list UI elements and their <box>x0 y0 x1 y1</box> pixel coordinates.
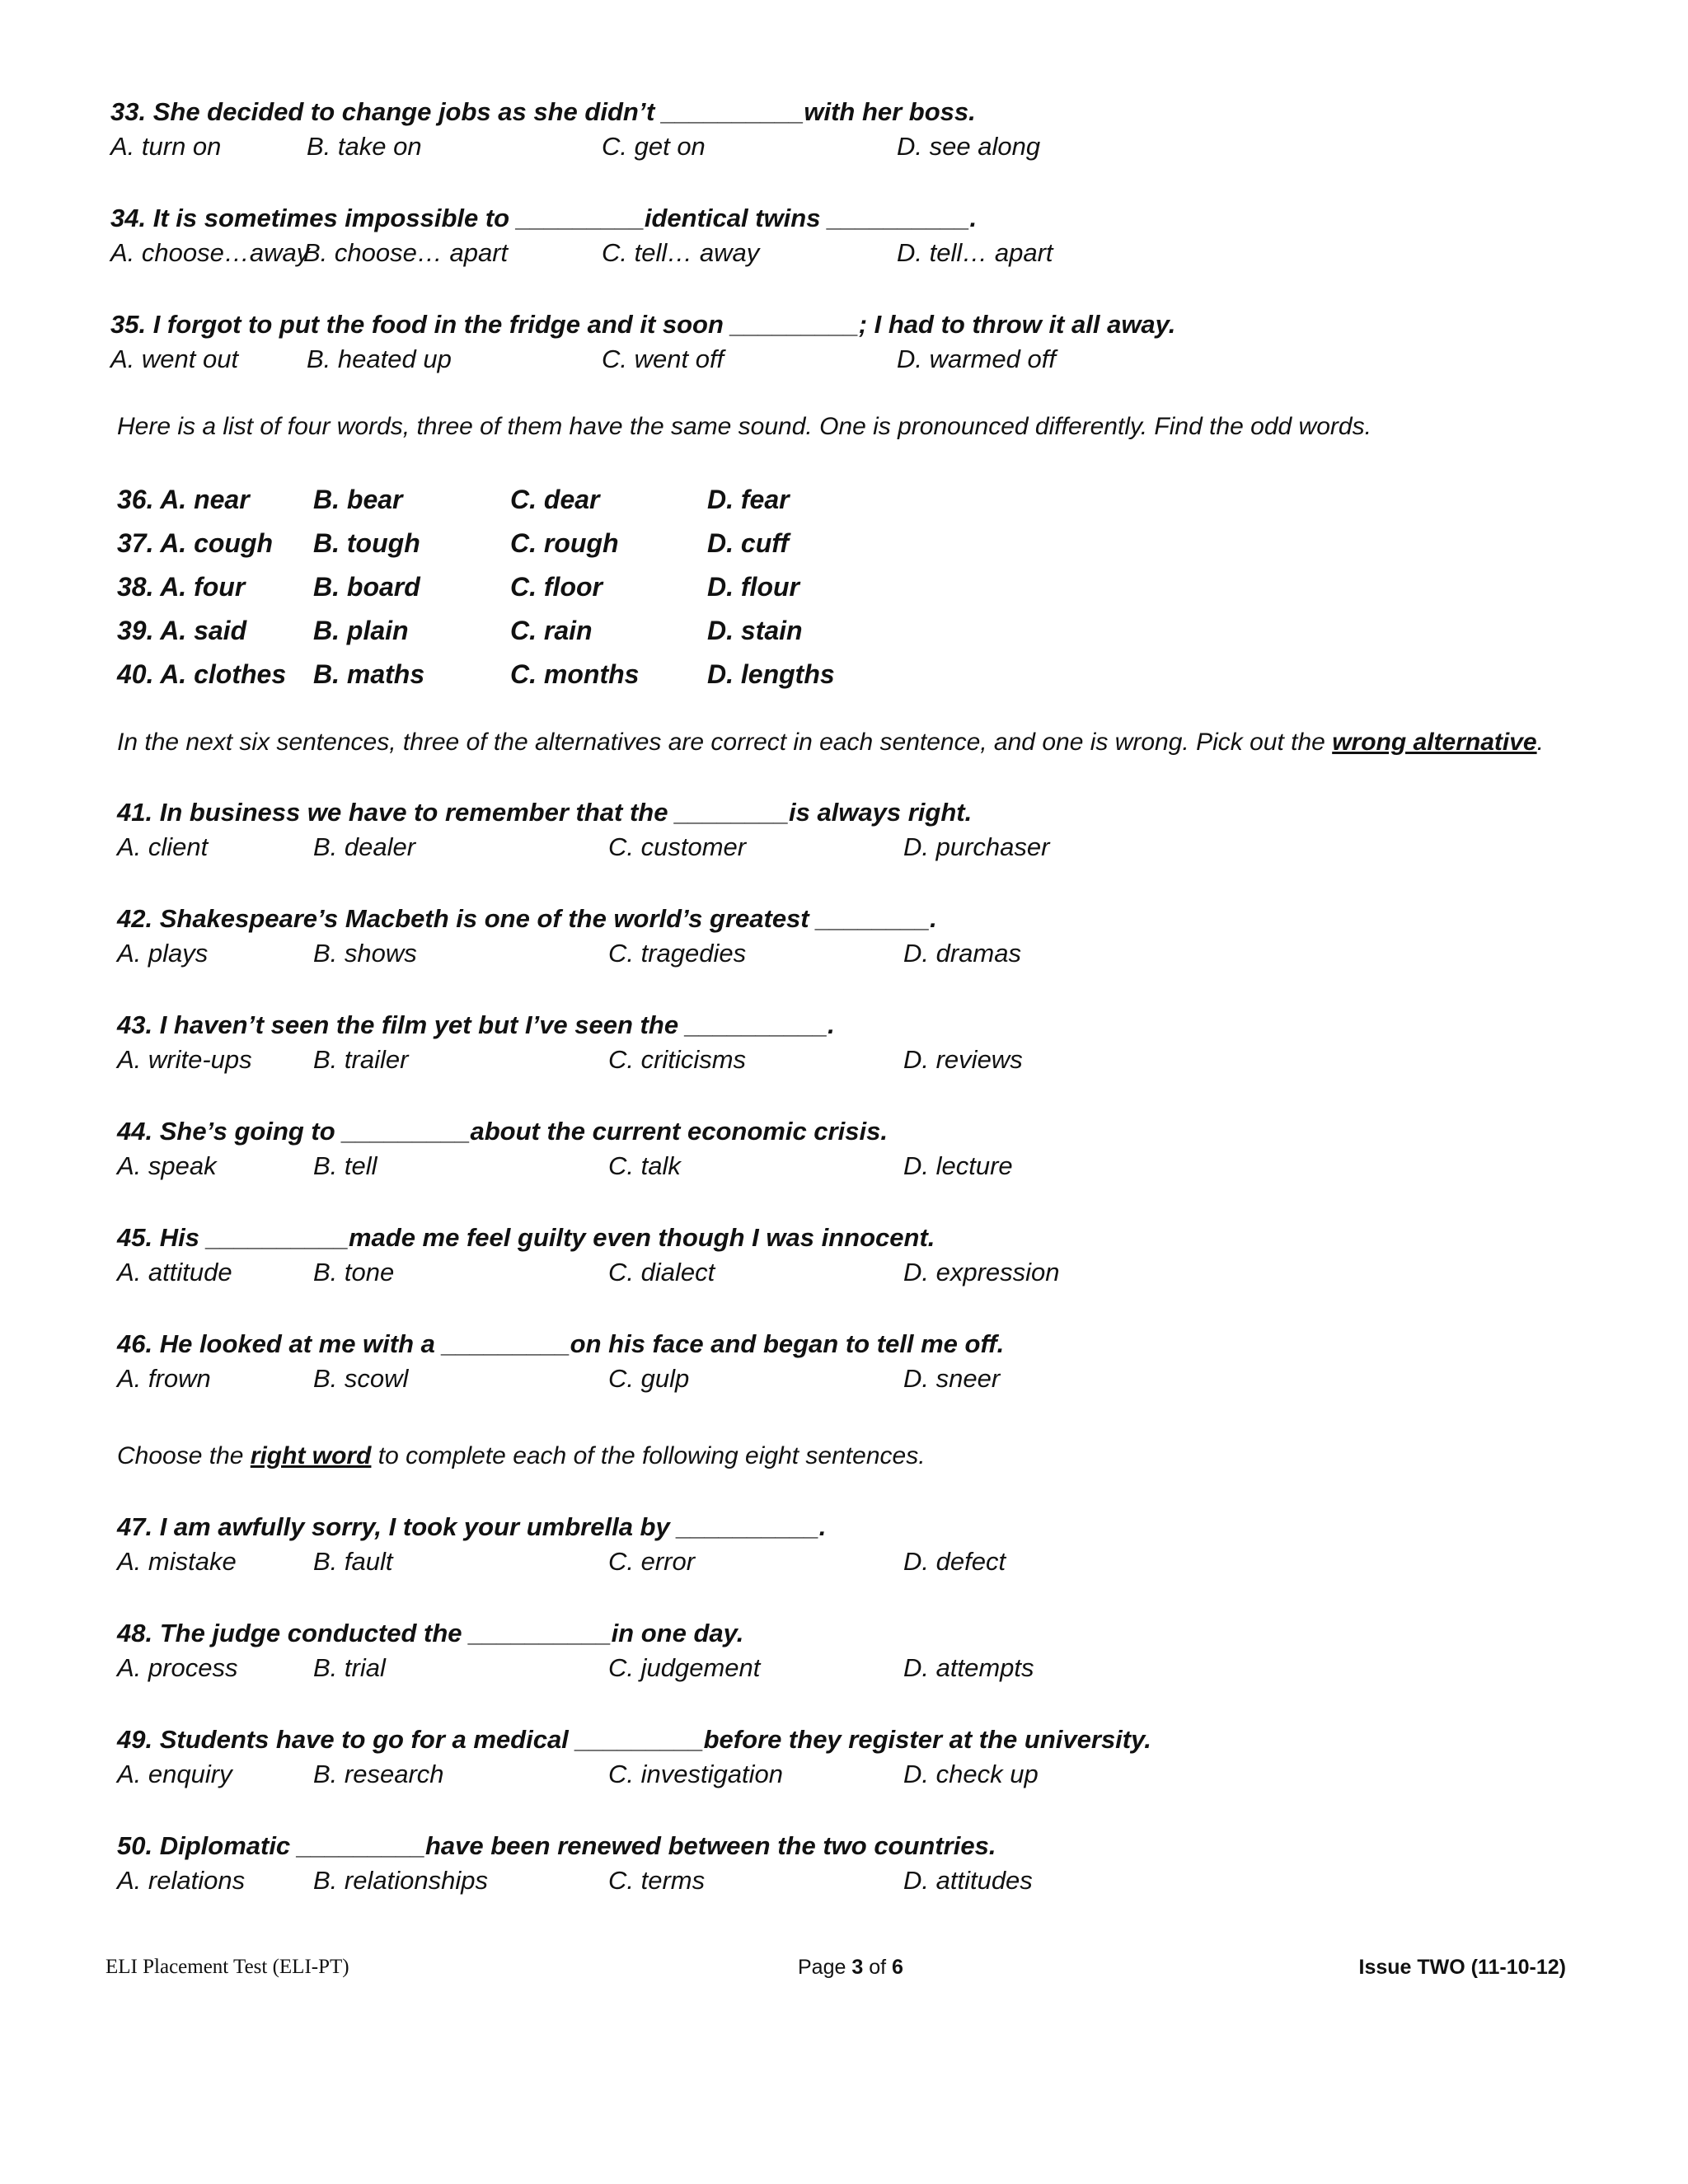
option-a[interactable]: A. choose…away <box>110 238 310 267</box>
question-stem: 46. He looked at me with a _________on his face and began to tell me off. <box>117 1329 1005 1358</box>
question-35 <box>110 308 1676 377</box>
word-c[interactable]: C. dear <box>510 485 600 514</box>
footer-test-name: ELI Placement Test (ELI-PT) <box>106 1956 349 1978</box>
option-d[interactable]: D. warmed off <box>897 344 1056 373</box>
question-43 <box>117 1009 1683 1078</box>
question-45 <box>117 1221 1683 1291</box>
word-d[interactable]: D. flour <box>707 572 799 602</box>
question-49 <box>117 1723 1683 1793</box>
question-stem: 45. His __________made me feel guilty even though I was innocent. <box>117 1223 935 1252</box>
answer-options <box>117 1863 1683 1899</box>
option-d[interactable]: D. see along <box>897 132 1041 161</box>
answer-options <box>110 341 1676 377</box>
question-44 <box>117 1115 1683 1184</box>
page-total: 6 <box>892 1956 903 1979</box>
answer-options <box>117 1756 1683 1793</box>
word-b[interactable]: B. maths <box>313 659 425 689</box>
option-c[interactable]: C. error <box>608 1547 696 1576</box>
instruction-emphasis: right word <box>250 1442 372 1469</box>
instruction-wrong-alternative <box>117 726 1544 759</box>
word-d[interactable]: D. cuff <box>707 528 789 558</box>
option-a[interactable]: A. client <box>117 832 209 861</box>
question-34 <box>110 202 1676 271</box>
word-d[interactable]: D. stain <box>707 616 803 645</box>
instruction-pronunciation: Here is a list of four words, three of them have the same sound. One is pronounced differently. Find the odd words. <box>117 413 1372 440</box>
option-a[interactable]: A. plays <box>117 939 209 968</box>
option-d[interactable]: D. dramas <box>903 939 1021 968</box>
question-stem: 49. Students have to go for a medical _________before they register at the university. <box>117 1725 1151 1754</box>
option-c[interactable]: C. gulp <box>608 1364 690 1393</box>
question-stem: 48. The judge conducted the __________in one day. <box>117 1619 744 1647</box>
option-c[interactable]: C. criticisms <box>608 1045 747 1074</box>
option-a[interactable]: A. attitude <box>117 1258 232 1286</box>
word-a[interactable]: 36. A. near <box>117 485 250 514</box>
answer-options <box>117 1148 1683 1184</box>
word-b[interactable]: B. board <box>313 572 420 602</box>
option-b[interactable]: B. tell <box>313 1151 377 1180</box>
answer-options <box>117 935 1683 972</box>
option-d[interactable]: D. expression <box>903 1258 1060 1286</box>
question-stem: 42. Shakespeare’s Macbeth is one of the world’s greatest ________. <box>117 904 937 933</box>
word-c[interactable]: C. rain <box>510 616 593 645</box>
option-c[interactable]: C. terms <box>608 1866 706 1895</box>
question-stem: 41. In business we have to remember that the ________is always right. <box>117 798 973 827</box>
word-d[interactable]: D. fear <box>707 485 790 514</box>
option-b[interactable]: B. trailer <box>313 1045 409 1074</box>
option-c[interactable]: C. customer <box>608 832 747 861</box>
word-a[interactable]: 37. A. cough <box>117 528 274 558</box>
option-d[interactable]: D. purchaser <box>903 832 1050 861</box>
option-c[interactable]: C. investigation <box>608 1760 783 1788</box>
question-47 <box>117 1511 1683 1580</box>
option-d[interactable]: D. attitudes <box>903 1866 1033 1895</box>
answer-options <box>117 1544 1683 1580</box>
instruction-text: In the next six sentences, three of the alternatives are correct in each sentence, and one is wrong. Pick out the <box>117 729 1333 756</box>
word-a[interactable]: 40. A. clothes <box>117 659 287 689</box>
question-stem: 50. Diplomatic _________have been renewed between the two countries. <box>117 1831 996 1860</box>
word-b[interactable]: B. tough <box>313 528 420 558</box>
answer-options <box>117 1042 1683 1078</box>
option-b[interactable]: B. dealer <box>313 832 416 861</box>
question-33 <box>110 96 1676 165</box>
option-a[interactable]: A. process <box>117 1653 238 1682</box>
word-b[interactable]: B. bear <box>313 485 403 514</box>
instruction-emphasis: wrong alternative <box>1332 729 1537 756</box>
option-a[interactable]: A. turn on <box>110 132 222 161</box>
word-c[interactable]: C. rough <box>510 528 619 558</box>
option-a[interactable]: A. write-ups <box>117 1045 252 1074</box>
answer-options <box>117 829 1683 865</box>
option-c[interactable]: C. tell… away <box>602 238 760 267</box>
question-46 <box>117 1328 1683 1397</box>
option-b[interactable]: B. scowl <box>313 1364 409 1393</box>
option-b[interactable]: B. relationships <box>313 1866 488 1895</box>
option-b[interactable]: B. heated up <box>307 344 452 373</box>
option-d[interactable]: D. lecture <box>903 1151 1013 1180</box>
word-c[interactable]: C. months <box>510 659 640 689</box>
instruction-end: to complete each of the following eight sentences. <box>371 1442 926 1469</box>
question-stem: 35. I forgot to put the food in the fridge and it soon _________; I had to throw it all away. <box>110 310 1176 339</box>
option-d[interactable]: D. attempts <box>903 1653 1034 1682</box>
page-middle: of <box>863 1956 892 1979</box>
word-b[interactable]: B. plain <box>313 616 409 645</box>
option-a[interactable]: A. went out <box>110 344 239 373</box>
answer-options <box>117 1650 1683 1686</box>
option-a[interactable]: A. relations <box>117 1866 246 1895</box>
answer-options <box>110 129 1676 165</box>
option-a[interactable]: A. speak <box>117 1151 217 1180</box>
option-d[interactable]: D. defect <box>903 1547 1006 1576</box>
option-c[interactable]: C. get on <box>602 132 706 161</box>
instruction-text: Choose the <box>117 1442 251 1469</box>
option-c[interactable]: C. went off <box>602 344 724 373</box>
word-d[interactable]: D. lengths <box>707 659 835 689</box>
option-b[interactable]: B. trial <box>313 1653 386 1682</box>
question-42 <box>117 902 1683 972</box>
question-stem: 44. She’s going to _________about the current economic crisis. <box>117 1117 888 1146</box>
option-c[interactable]: C. judgement <box>608 1653 761 1682</box>
option-a[interactable]: A. mistake <box>117 1547 237 1576</box>
instruction-end: . <box>1536 729 1544 756</box>
question-stem: 34. It is sometimes impossible to _________identical twins __________. <box>110 204 978 232</box>
option-b[interactable]: B. research <box>313 1760 444 1788</box>
footer-issue: Issue TWO (11-10-12) <box>1358 1956 1566 1979</box>
option-b[interactable]: B. take on <box>307 132 422 161</box>
option-c[interactable]: C. talk <box>608 1151 681 1180</box>
footer-page-number <box>798 1953 903 1981</box>
option-b[interactable]: B. choose… apart <box>303 238 509 267</box>
question-41 <box>117 796 1683 865</box>
word-c[interactable]: C. floor <box>510 572 603 602</box>
option-b[interactable]: B. fault <box>313 1547 393 1576</box>
option-b[interactable]: B. shows <box>313 939 417 968</box>
word-a[interactable]: 38. A. four <box>117 572 246 602</box>
option-d[interactable]: D. check up <box>903 1760 1039 1788</box>
instruction-right-word <box>117 1440 926 1473</box>
option-d[interactable]: D. reviews <box>903 1045 1023 1074</box>
word-a[interactable]: 39. A. said <box>117 616 247 645</box>
question-50 <box>117 1830 1683 1899</box>
question-stem: 47. I am awfully sorry, I took your umbrella by __________. <box>117 1512 827 1541</box>
answer-options <box>117 1361 1683 1397</box>
option-c[interactable]: C. dialect <box>608 1258 715 1286</box>
option-a[interactable]: A. frown <box>117 1364 211 1393</box>
question-48 <box>117 1617 1683 1686</box>
answer-options <box>117 1254 1683 1291</box>
question-stem: 33. She decided to change jobs as she didn’t __________with her boss. <box>110 97 976 126</box>
question-stem: 43. I haven’t seen the film yet but I’ve seen the __________. <box>117 1010 835 1039</box>
option-d[interactable]: D. tell… apart <box>897 238 1053 267</box>
answer-options <box>110 235 1676 271</box>
option-c[interactable]: C. tragedies <box>608 939 747 968</box>
page-prefix: Page <box>798 1956 852 1979</box>
option-a[interactable]: A. enquiry <box>117 1760 232 1788</box>
page-current: 3 <box>851 1956 864 1979</box>
option-b[interactable]: B. tone <box>313 1258 395 1286</box>
option-d[interactable]: D. sneer <box>903 1364 1001 1393</box>
